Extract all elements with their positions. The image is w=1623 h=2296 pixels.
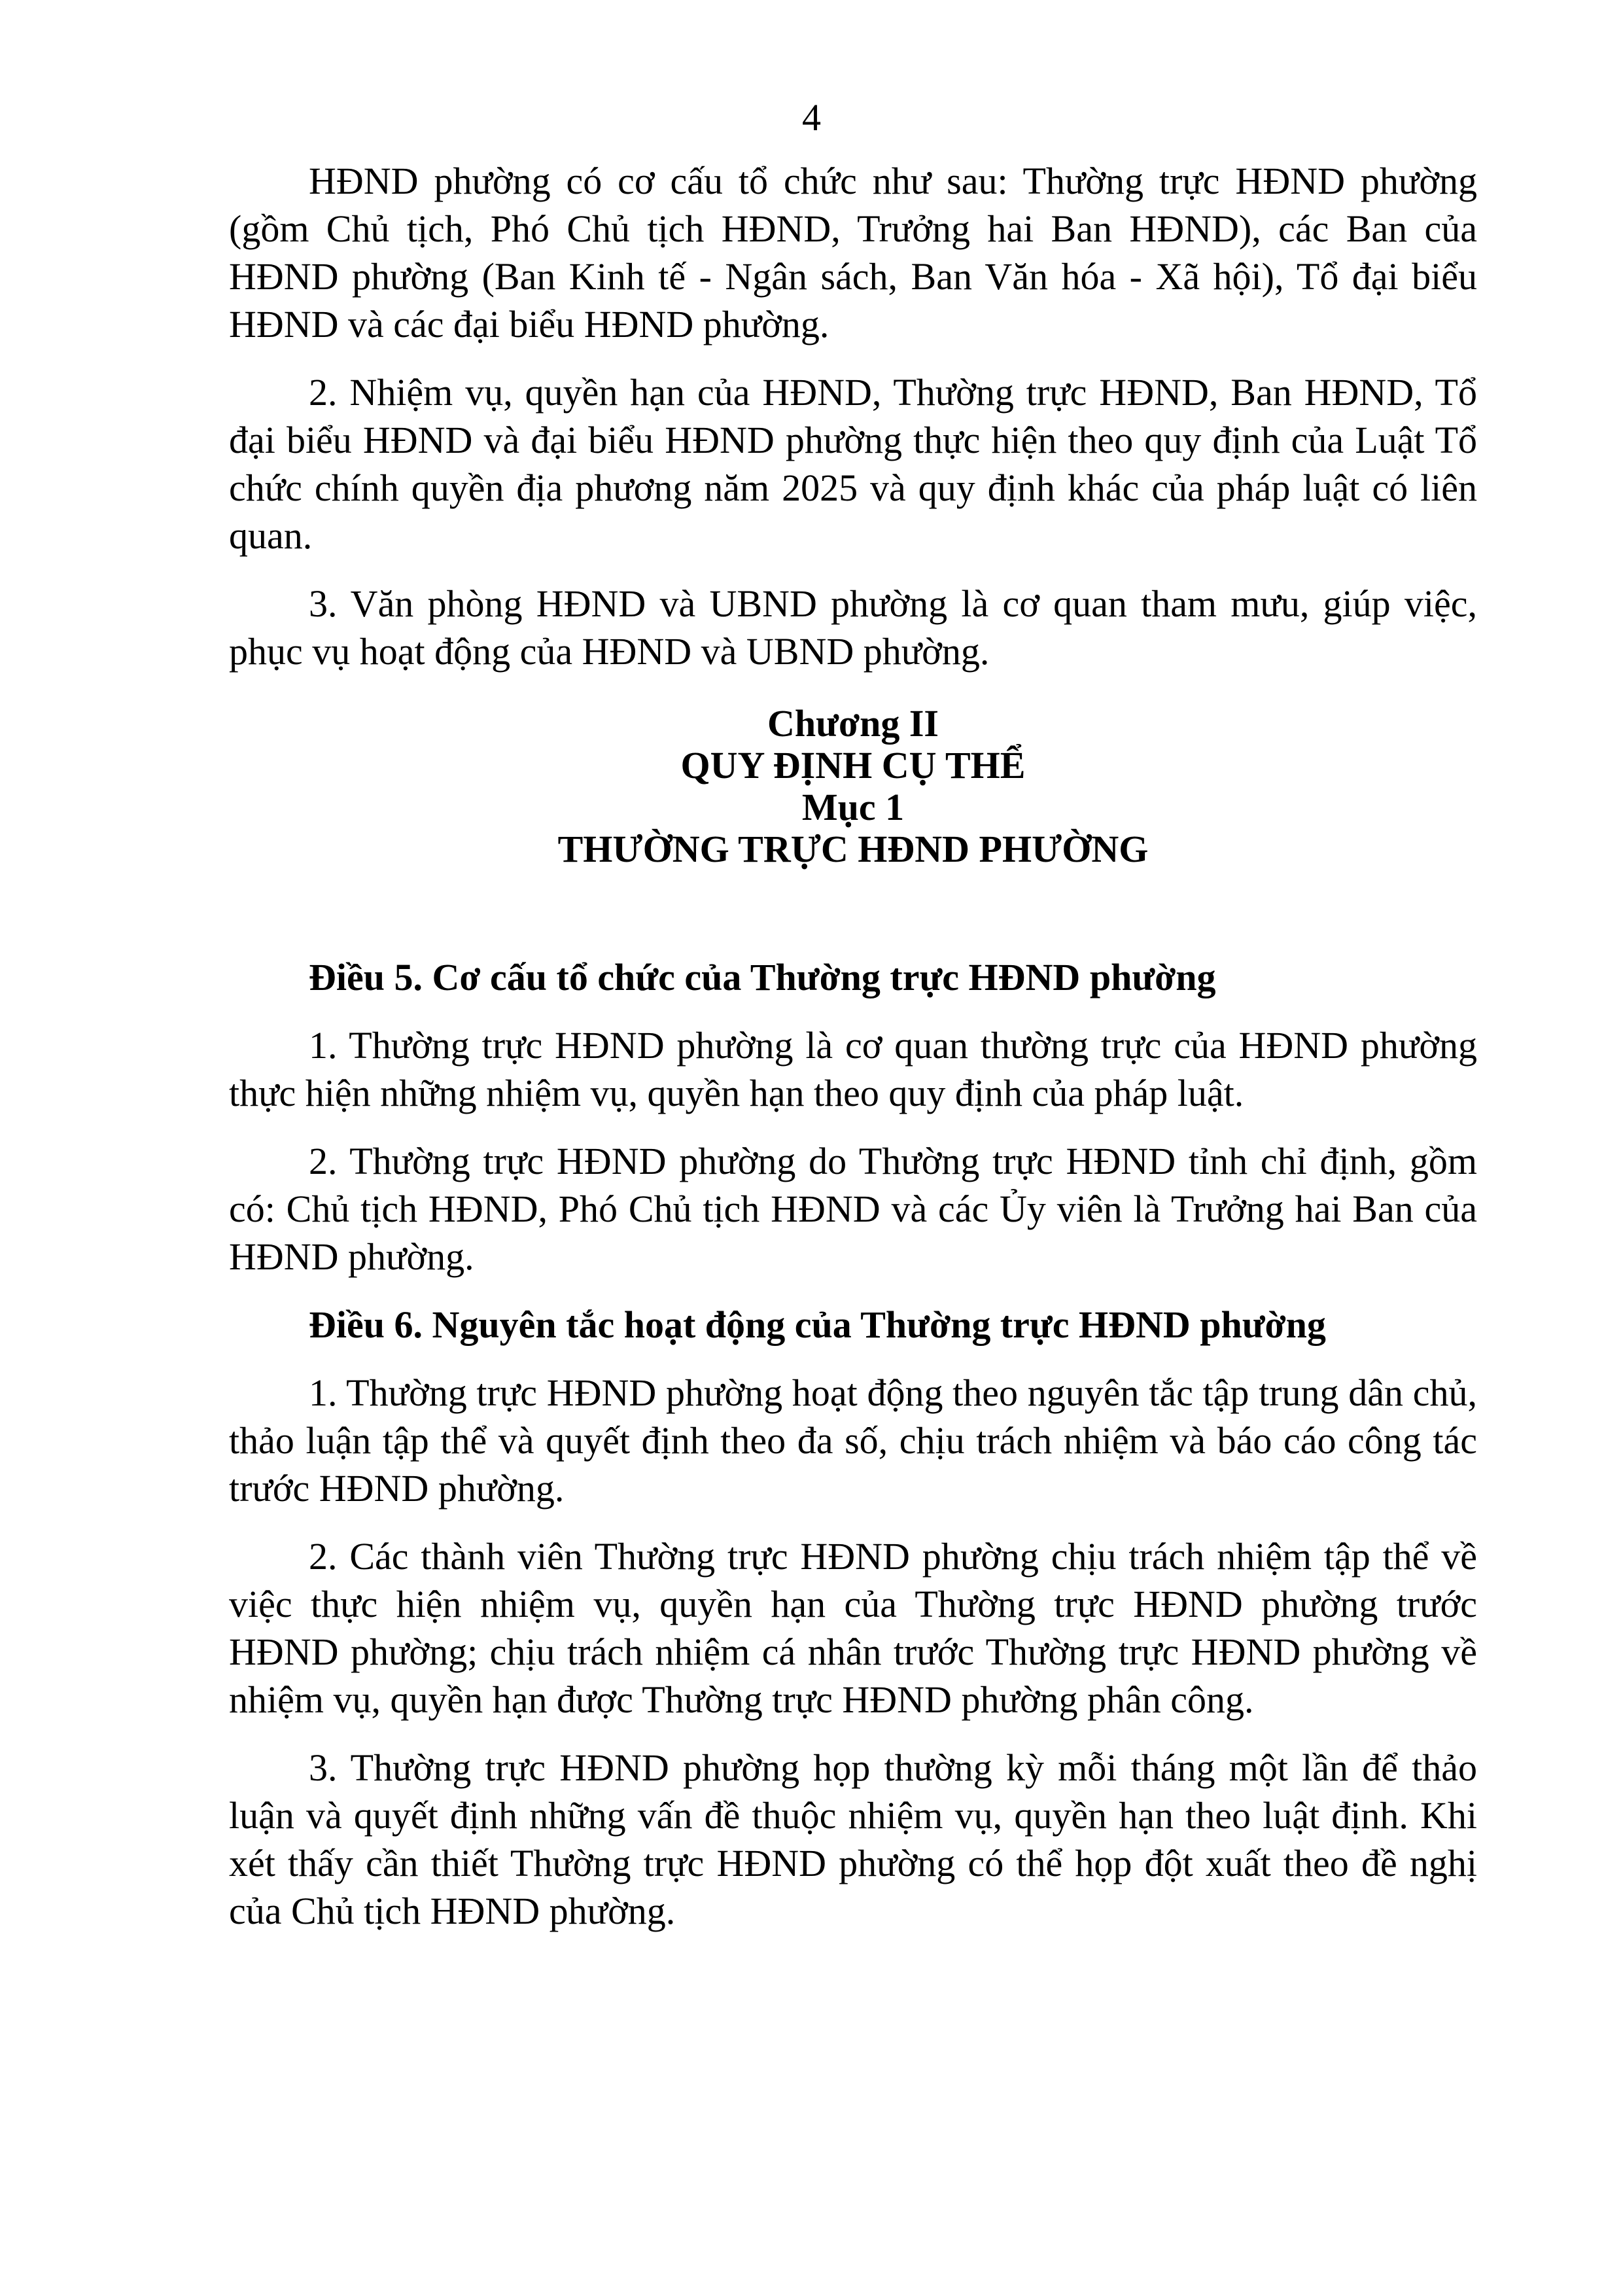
article-6-paragraph: 3. Thường trực HĐND phường họp thường kỳ mỗi tháng một lần để thảo luận và quyết định những vấn đề thuộc nhiệm vụ, quyền hạn theo luật định. Khi xét thấy cần thiết Thường trực HĐND phường có thể họp đột xuất theo đề nghị của Chủ tịch HĐND phường.: [229, 1746, 1477, 1932]
article-5-paragraph: 1. Thường trực HĐND phường là cơ quan thường trực của HĐND phường thực hiện những nhiệm vụ, quyền hạn theo quy định của pháp luật.: [229, 1024, 1477, 1114]
intro-paragraph: 3. Văn phòng HĐND và UBND phường là cơ quan tham mưu, giúp việc, phục vụ hoạt động của HĐND và UBND phường.: [229, 582, 1477, 673]
article-6-paragraph: 2. Các thành viên Thường trực HĐND phường chịu trách nhiệm tập thể về việc thực hiện nhiệm vụ, quyền hạn của Thường trực HĐND phường trước HĐND phường; chịu trách nhiệm cá nhân trước Thường trực HĐND phường về nhiệm vụ, quyền hạn được Thường trực HĐND phường phân công.: [229, 1535, 1477, 1721]
article-5-paragraph: 2. Thường trực HĐND phường do Thường trực HĐND tỉnh chỉ định, gồm có: Chủ tịch HĐND, Phó Chủ tịch HĐND và các Ủy viên là Trưởng hai Ban của HĐND phường.: [229, 1140, 1477, 1278]
article-5-title: Điều 5. Cơ cấu tổ chức của Thường trực HĐND phường: [309, 956, 1216, 998]
section-title: THƯỜNG TRỰC HĐND PHƯỜNG: [557, 828, 1149, 870]
page-number: 4: [802, 96, 821, 139]
article-6-paragraph: 1. Thường trực HĐND phường hoạt động theo nguyên tắc tập trung dân chủ, thảo luận tập thể và quyết định theo đa số, chịu trách nhiệm và báo cáo công tác trước HĐND phường.: [229, 1371, 1477, 1510]
document-body: [229, 157, 1477, 1955]
article-6-title: Điều 6. Nguyên tắc hoạt động của Thường trực HĐND phường: [309, 1303, 1326, 1346]
section-number: Mục 1: [801, 786, 905, 828]
intro-paragraph: 2. Nhiệm vụ, quyền hạn của HĐND, Thường trực HĐND, Ban HĐND, Tổ đại biểu HĐND và đại biểu HĐND phường thực hiện theo quy định của Luật Tổ chức chính quyền địa phương năm 2025 và quy định khác của pháp luật có liên quan.: [229, 371, 1477, 557]
intro-paragraph: HĐND phường có cơ cấu tổ chức như sau: Thường trực HĐND phường (gồm Chủ tịch, Phó Chủ tịch HĐND, Trưởng hai Ban HĐND), các Ban của HĐND phường (Ban Kinh tế - Ngân sách, Ban Văn hóa - Xã hội), Tổ đại biểu HĐND và các đại biểu HĐND phường.: [229, 160, 1477, 345]
chapter-number: Chương II: [767, 702, 939, 745]
chapter-heading-block: [229, 703, 1477, 870]
chapter-title: QUY ĐỊNH CỤ THỂ: [680, 744, 1026, 786]
